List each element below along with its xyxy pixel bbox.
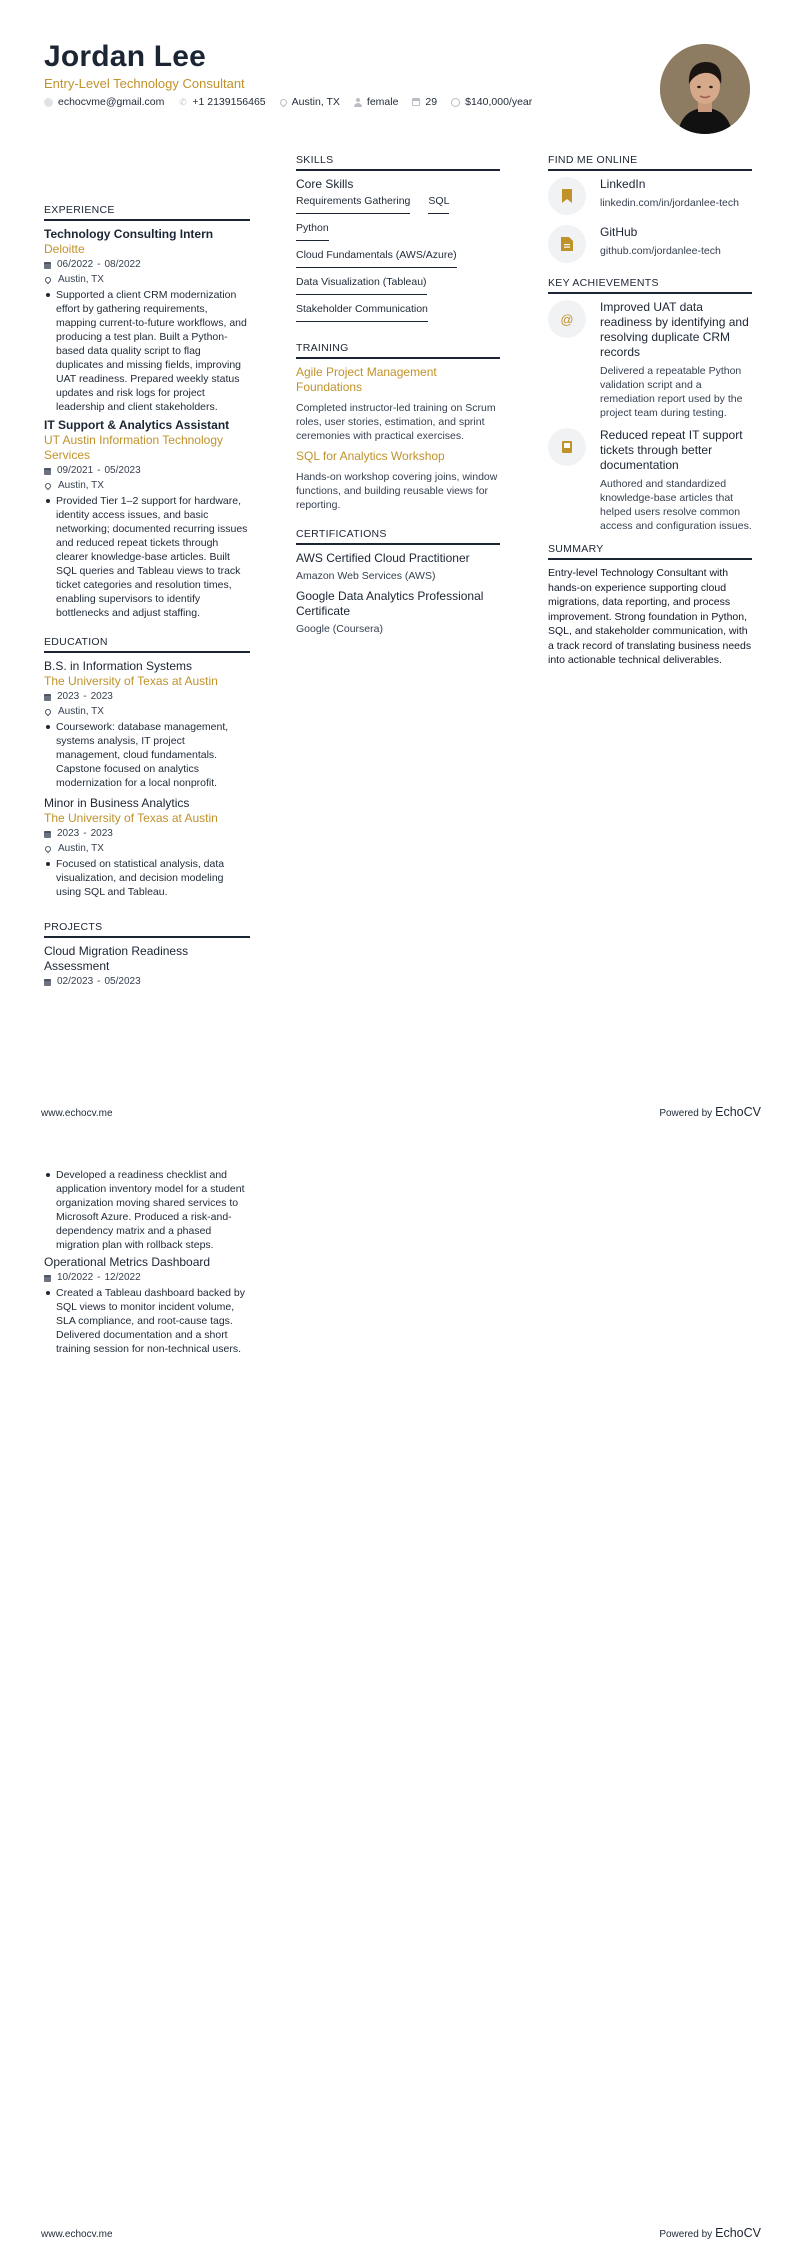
calendar-icon: [412, 98, 420, 106]
page-footer: [41, 1103, 761, 1121]
degree-title: Minor in Business Analytics: [44, 796, 190, 810]
skill-row: [296, 303, 500, 330]
experience-item: [44, 227, 250, 414]
contact-location: [280, 96, 340, 108]
job-bullet: Provided Tier 1–2 support for hardware, identity access issues, and basic networking; documented recurring issues and reduced repeat tickets through clearer knowledge-base articles. Built SQL queries and Tableau views to track ticket categories and resolution times, enabling supervisors to identify bottlenecks and adjust staffing.: [44, 494, 250, 620]
skill-tag: Requirements Gathering: [296, 195, 410, 214]
education-dates: 2023 - 2023: [44, 690, 250, 704]
certification-org: Amazon Web Services (AWS): [296, 570, 436, 582]
project-bullet: Created a Tableau dashboard backed by SQL views to monitor incident volume, SLA compliance, and root-cause tags. Delivered documentation and a short training session for non-technical users.: [44, 1286, 250, 1356]
email-text: echocvme@gmail.com: [58, 96, 165, 108]
training-title: SQL for Analytics Workshop: [296, 449, 445, 463]
skill-tag: Cloud Fundamentals (AWS/Azure): [296, 249, 457, 268]
job-dates: 09/2021 - 05/2023: [44, 464, 250, 478]
project-title: Operational Metrics Dashboard: [44, 1255, 211, 1269]
achievement-item: [548, 300, 752, 420]
contact-bar: [44, 96, 546, 108]
section-title-find-me-online: FIND ME ONLINE: [548, 154, 752, 171]
job-dates: 06/2022 - 08/2022: [44, 258, 250, 272]
achievement-desc: Authored and standardized knowledge-base articles that helped users resolve common access and configuration issues.: [600, 478, 752, 532]
skill-row: [296, 249, 500, 276]
contact-age: [412, 96, 437, 108]
online-link-url[interactable]: github.com/jordanlee-tech: [600, 245, 721, 257]
degree-title: B.S. in Information Systems: [44, 659, 193, 673]
footer-powered-by: Powered by: [659, 2229, 713, 2240]
candidate-name: Jordan Lee: [44, 40, 207, 73]
skill-tag: Data Visualization (Tableau): [296, 276, 427, 295]
book-icon: [548, 428, 586, 466]
location-pin-icon: [44, 708, 52, 716]
project-item: [44, 1255, 250, 1356]
location-pin-icon: [44, 845, 52, 853]
footer-brand: EchoCV: [715, 2226, 761, 2240]
section-title-key-achievements: KEY ACHIEVEMENTS: [548, 277, 752, 294]
education-bullet: Focused on statistical analysis, data visualization, and decision modeling using SQL and Tableau.: [44, 857, 250, 899]
job-location: Austin, TX: [44, 479, 250, 493]
education-bullet: Coursework: database management, systems analysis, IT project management, cloud fundamentals. Capstone focused on analytics modernization for a local nonprofit.: [44, 720, 250, 790]
education-dates: 2023 - 2023: [44, 827, 250, 841]
certification-org: Google (Coursera): [296, 623, 383, 635]
location-pin-icon: [278, 97, 288, 107]
certification-title: Google Data Analytics Professional Certificate: [296, 589, 484, 618]
project-item: [44, 944, 250, 989]
job-title: Technology Consulting Intern: [44, 227, 214, 241]
education-item: [44, 796, 250, 899]
company-name: Deloitte: [44, 242, 85, 256]
school-name: The University of Texas at Austin: [44, 674, 218, 688]
age-text: 29: [425, 96, 438, 108]
location-pin-icon: [44, 482, 52, 490]
avatar-portrait-icon: [660, 44, 750, 134]
section-title-education: EDUCATION: [44, 636, 250, 653]
section-title-training: TRAINING: [296, 342, 500, 359]
training-title: Agile Project Management Foundations: [296, 365, 437, 394]
achievement-desc: Delivered a repeatable Python validation script and a remediation report used by the project team during testing.: [600, 365, 743, 419]
online-link-label: GitHub: [600, 225, 638, 239]
achievement-item: [548, 428, 752, 533]
job-title: IT Support & Analytics Assistant: [44, 418, 230, 432]
education-location: Austin, TX: [44, 842, 250, 856]
skill-row: [296, 222, 500, 249]
footer-brand: EchoCV: [715, 1105, 761, 1119]
training-desc: Hands-on workshop covering joins, window functions, and building reusable views for reporting.: [296, 471, 498, 511]
job-location: Austin, TX: [44, 273, 250, 287]
contact-salary: [451, 96, 532, 108]
middle-column: [296, 154, 500, 636]
left-column-continued: [44, 1167, 250, 1356]
skill-row: [296, 276, 500, 303]
skill-tag: SQL: [428, 195, 449, 214]
company-name: UT Austin Information Technology Services: [44, 433, 223, 462]
experience-item: [44, 418, 250, 620]
section-title-experience: EXPERIENCE: [44, 204, 250, 221]
school-name: The University of Texas at Austin: [44, 811, 218, 825]
skill-tag: Python: [296, 222, 329, 241]
section-title-certifications: CERTIFICATIONS: [296, 528, 500, 545]
education-item: [44, 659, 250, 790]
contact-phone[interactable]: [178, 96, 265, 108]
certification-item: [296, 589, 500, 636]
calendar-icon: [44, 468, 51, 475]
online-link-linkedin[interactable]: [548, 177, 752, 215]
contact-email[interactable]: [44, 96, 164, 108]
certification-title: AWS Certified Cloud Practitioner: [296, 551, 470, 565]
project-bullet: Developed a readiness checklist and application inventory model for a student organization moving shared services to Microsoft Azure. Produced a risk-and-dependency matrix and a phased migration plan with rollback steps.: [44, 1168, 250, 1252]
phone-icon: ✆: [179, 96, 187, 107]
phone-text: +1 2139156465: [192, 96, 266, 108]
right-column: [548, 154, 752, 668]
calendar-icon: [44, 262, 51, 269]
certification-item: [296, 551, 500, 583]
education-location: Austin, TX: [44, 705, 250, 719]
training-item: [296, 449, 500, 512]
footer-site-link[interactable]: www.echocv.me: [41, 2229, 113, 2240]
avatar: [660, 44, 750, 134]
left-column: [44, 204, 250, 989]
resume-page-2: [0, 1123, 794, 2246]
project-title: Cloud Migration Readiness Assessment: [44, 944, 189, 973]
job-bullet: Supported a client CRM modernization effort by gathering requirements, mapping current-to-future workflows, and producing a test plan. Built a Python-based data quality script to flag duplicates and missing fields, improving UAT readiness. Prepared weekly status updates and risk logs for project leadership and client stakeholders.: [44, 288, 250, 414]
contact-gender: [354, 96, 399, 108]
gender-text: female: [366, 96, 399, 108]
section-title-skills: SKILLS: [296, 154, 500, 171]
at-sign-icon: @: [548, 300, 586, 338]
section-title-summary: SUMMARY: [548, 543, 752, 560]
bookmark-icon: [548, 177, 586, 215]
online-link-github[interactable]: [548, 225, 752, 263]
document-icon: [548, 225, 586, 263]
footer-site-link[interactable]: www.echocv.me: [41, 1108, 113, 1119]
location-text: Austin, TX: [291, 96, 340, 108]
achievement-title: Reduced repeat IT support tickets through better documentation: [600, 428, 743, 472]
email-icon: [44, 98, 53, 107]
calendar-icon: [44, 1275, 51, 1282]
summary-text: Entry-level Technology Consultant with hands-on experience supporting cloud migrations, data reporting, and process improvement. Strong foundation in Python, SQL, and stakeholder communication, with a track record of translating business needs into actionable technical deliverables.: [548, 567, 752, 666]
calendar-icon: [44, 694, 51, 701]
salary-text: $140,000/year: [465, 96, 533, 108]
person-icon: [354, 98, 362, 107]
location-pin-icon: [44, 276, 52, 284]
skills-group-title: Core Skills: [296, 177, 354, 191]
candidate-role: Entry-Level Technology Consultant: [44, 76, 245, 91]
page-footer: [41, 2224, 761, 2242]
footer-powered-by: Powered by: [659, 1108, 713, 1119]
skill-tag: Stakeholder Communication: [296, 303, 428, 322]
section-title-projects: PROJECTS: [44, 921, 250, 938]
training-item: [296, 365, 500, 443]
skill-row: [296, 195, 500, 222]
project-dates: 02/2023 - 05/2023: [44, 975, 250, 989]
training-desc: Completed instructor-led training on Scrum roles, user stories, estimation, and sprint ceremonies with practical exercises.: [296, 402, 496, 442]
salary-icon: [451, 98, 460, 107]
online-link-label: LinkedIn: [600, 177, 646, 191]
online-link-url[interactable]: linkedin.com/in/jordanlee-tech: [600, 197, 739, 209]
calendar-icon: [44, 831, 51, 838]
calendar-icon: [44, 979, 51, 986]
project-dates: 10/2022 - 12/2022: [44, 1271, 250, 1285]
achievement-title: Improved UAT data readiness by identifying and resolving duplicate CRM records: [600, 300, 749, 359]
